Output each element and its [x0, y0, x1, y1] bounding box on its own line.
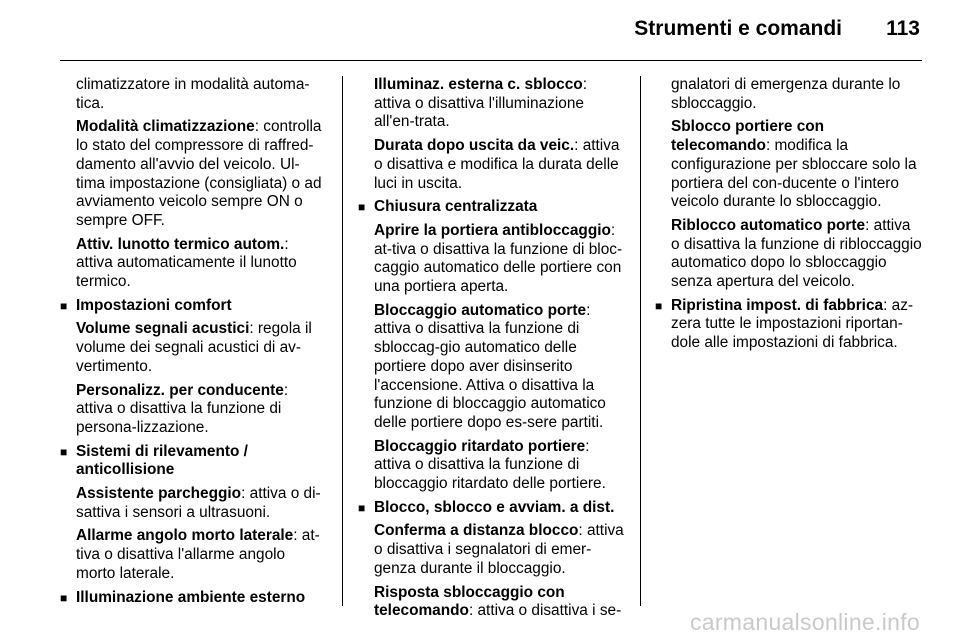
description: : at-tiva o disattiva la funzione di bloc-caggio automatico delle portiere con una portiera aperta.	[374, 221, 623, 296]
term: Riblocco automatico porte	[671, 216, 866, 234]
term: Allarme angolo morto laterale	[76, 527, 294, 545]
description: : attiva o disattiva la funzione di ribloccaggio automatico dopo lo sbloccaggio senza apertura del veicolo.	[671, 216, 922, 291]
term: Durata dopo uscita da veic.	[374, 137, 575, 155]
watermark: carmanualsonline.info	[689, 609, 920, 635]
paragraph: gnalatori di emergenza durante lo sbloccaggio.	[671, 76, 901, 112]
bullet-heading: ■ Impostazioni comfort	[76, 297, 328, 316]
page-title: Strumenti e comandi	[634, 17, 842, 40]
page-number: 113	[886, 17, 920, 40]
paragraph	[671, 217, 923, 292]
paragraph	[374, 302, 626, 433]
description: : modifica la configurazione per sbloccare solo la portiera del con-ducente o l'intero veicolo durante lo sbloccaggio.	[671, 137, 917, 211]
term: Ripristina impost. di fabbrica	[671, 296, 884, 314]
column-1	[60, 76, 328, 612]
bullet-heading: ■ Illuminazione ambiente esterno	[76, 589, 328, 608]
term: Attiv. lunotto termico autom.	[76, 235, 285, 253]
term: Bloccaggio ritardato portiere	[374, 437, 586, 455]
description: : attiva o disattiva e modifica la durata delle luci in uscita.	[374, 137, 620, 192]
description: : attiva o disattiva i se-	[468, 602, 622, 620]
description: : attiva o disattiva la funzione di bloccaggio ritardato delle portiere.	[374, 437, 606, 493]
term: Risposta sbloccaggio con telecomando	[374, 583, 565, 620]
term: Modalità climatizzazione	[76, 118, 255, 136]
term: Personalizz. per conducente	[76, 381, 284, 399]
description: : attiva o disattiva i segnalatori di emer-genza durante il bloccaggio.	[374, 522, 624, 577]
paragraph	[671, 118, 923, 212]
description: : az-zera tutte le impostazioni riportan-dole alle impostazioni di fabbrica.	[671, 296, 914, 352]
term: Sblocco portiere con telecomando	[671, 118, 825, 155]
description: : regola il volume dei segnali acustici di av-vertimento.	[76, 320, 312, 375]
page-header	[0, 0, 960, 62]
column-divider	[640, 76, 641, 606]
description: : attiva o disattiva la funzione di persona-lizzazione.	[76, 381, 289, 436]
description: : at-tiva o disattiva l'allarme angolo morto laterale.	[76, 527, 320, 582]
paragraph	[374, 137, 626, 193]
paragraph: climatizzatore in modalità automa-tica.	[76, 76, 310, 112]
term: Aprire la portiera antibloccaggio	[374, 221, 611, 239]
paragraph	[76, 320, 328, 376]
description: : attiva automaticamente il lunotto termico.	[76, 235, 297, 291]
description: : attiva o disattiva l'illuminazione all'en-trata.	[374, 76, 587, 131]
paragraph	[76, 485, 328, 522]
bullet-heading: ■ Chiusura centralizzata	[374, 198, 626, 217]
bullet-heading: ■ Sistemi di rilevamento / anticollisione	[76, 443, 328, 480]
term: Illuminaz. esterna c. sblocco	[374, 76, 583, 93]
paragraph	[76, 236, 328, 292]
column-3	[655, 76, 923, 358]
header-rule	[60, 60, 922, 61]
paragraph	[374, 222, 626, 297]
paragraph	[374, 438, 626, 494]
bullet-item	[671, 297, 923, 353]
term: Bloccaggio automatico porte	[374, 301, 587, 319]
paragraph	[76, 527, 328, 583]
term: Conferma a distanza blocco	[374, 522, 579, 540]
term: Assistente parcheggio	[76, 485, 242, 503]
description: : attiva o disattiva la funzione di sbloccag-gio automatico delle portiere dopo aver disinserito l'accensione. Attiva o disattiva la funzione di bloccaggio automatico delle portiere dopo es-sere partiti.	[374, 301, 606, 431]
description: : controlla lo stato del compressore di raffred-damento all'avvio del veicolo. Ul-tima impostazione (consigliata) o ad avviamento veicolo sempre ON o sempre OFF.	[76, 118, 322, 229]
paragraph	[76, 118, 328, 230]
paragraph	[374, 584, 626, 621]
column-2	[358, 76, 626, 626]
bullet-heading: ■ Blocco, sblocco e avviam. a dist.	[374, 499, 626, 518]
paragraph	[76, 382, 328, 438]
description: : attiva o di-sattiva i sensori a ultrasuoni.	[76, 485, 321, 521]
paragraph	[374, 522, 626, 578]
column-divider	[342, 76, 343, 606]
paragraph	[374, 76, 626, 132]
term: Volume segnali acustici	[76, 320, 250, 338]
